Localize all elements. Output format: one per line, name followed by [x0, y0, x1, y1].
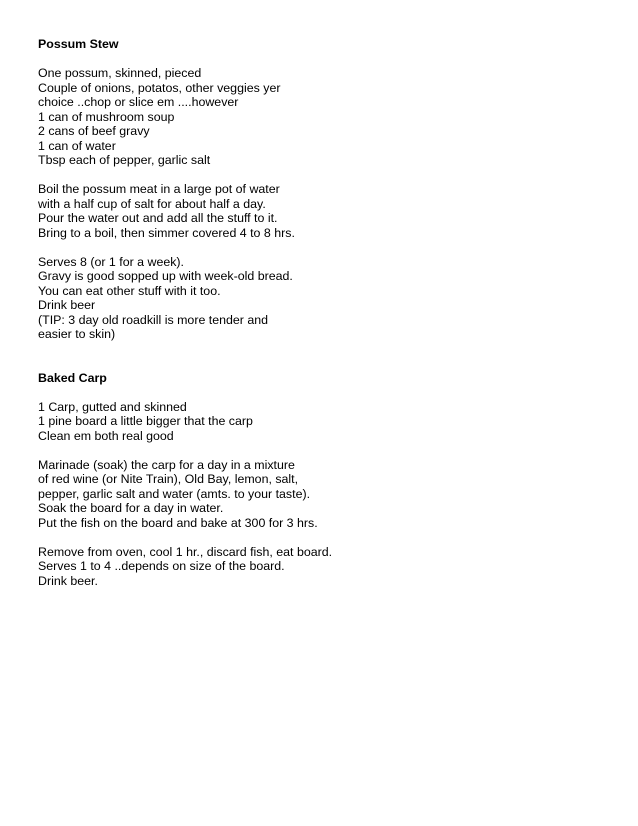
serving-notes-baked-carp	[38, 545, 618, 589]
note-line: Remove from oven, cool 1 hr., discard fish, eat board.	[38, 544, 333, 559]
ingredient-line: 1 can of water	[38, 138, 116, 153]
ingredient-line: One possum, skinned, pieced	[38, 66, 202, 80]
spacer	[38, 443, 618, 458]
note-line: Drink beer	[38, 298, 96, 312]
direction-line: Soak the board for a day in water.	[38, 501, 224, 515]
note-line: (TIP: 3 day old roadkill is more tender and	[38, 312, 269, 327]
direction-line: Put the fish on the board and bake at 300 for 3 hrs.	[38, 515, 318, 530]
ingredient-line: Couple of onions, potatos, other veggies yer	[38, 80, 281, 95]
direction-line: pepper, garlic salt and water (amts. to your taste).	[38, 486, 311, 501]
spacer	[38, 240, 618, 255]
direction-line: Marinade (soak) the carp for a day in a mixture	[38, 457, 295, 472]
recipe-title-possum-stew: Possum Stew	[38, 37, 119, 51]
spacer	[38, 530, 618, 545]
serving-notes-possum-stew	[38, 255, 618, 342]
ingredient-line: 1 Carp, gutted and skinned	[38, 399, 187, 414]
ingredient-line: 1 can of mushroom soup	[38, 109, 175, 124]
document-page	[38, 37, 618, 588]
spacer	[38, 385, 618, 400]
note-line: Gravy is good sopped up with week-old bread.	[38, 269, 293, 283]
spacer	[38, 168, 618, 183]
spacer	[38, 52, 618, 67]
ingredients-list-baked-carp	[38, 400, 618, 444]
ingredient-line: 2 cans of beef gravy	[38, 124, 150, 138]
ingredients-list-possum-stew	[38, 66, 618, 168]
ingredient-line: Tbsp each of pepper, garlic salt	[38, 153, 211, 167]
direction-line: Boil the possum meat in a large pot of water	[38, 182, 280, 196]
ingredient-line: Clean em both real good	[38, 428, 174, 443]
note-line: easier to skin)	[38, 327, 116, 341]
direction-line: Pour the water out and add all the stuff to it.	[38, 211, 278, 225]
spacer	[38, 342, 618, 357]
ingredient-line: 1 pine board a little bigger that the carp	[38, 414, 253, 428]
direction-line: with a half cup of salt for about half a day.	[38, 196, 266, 211]
note-line: Drink beer.	[38, 573, 98, 588]
directions-baked-carp	[38, 458, 618, 531]
direction-line: Bring to a boil, then simmer covered 4 to 8 hrs.	[38, 225, 295, 240]
note-line: You can eat other stuff with it too.	[38, 283, 221, 298]
note-line: Serves 8 (or 1 for a week).	[38, 254, 184, 269]
directions-possum-stew	[38, 182, 618, 240]
direction-line: of red wine (or Nite Train), Old Bay, lemon, salt,	[38, 472, 299, 486]
note-line: Serves 1 to 4 ..depends on size of the board.	[38, 559, 285, 573]
ingredient-line: choice ..chop or slice em ....however	[38, 95, 239, 109]
spacer	[38, 356, 618, 371]
recipe-title-baked-carp: Baked Carp	[38, 370, 107, 385]
